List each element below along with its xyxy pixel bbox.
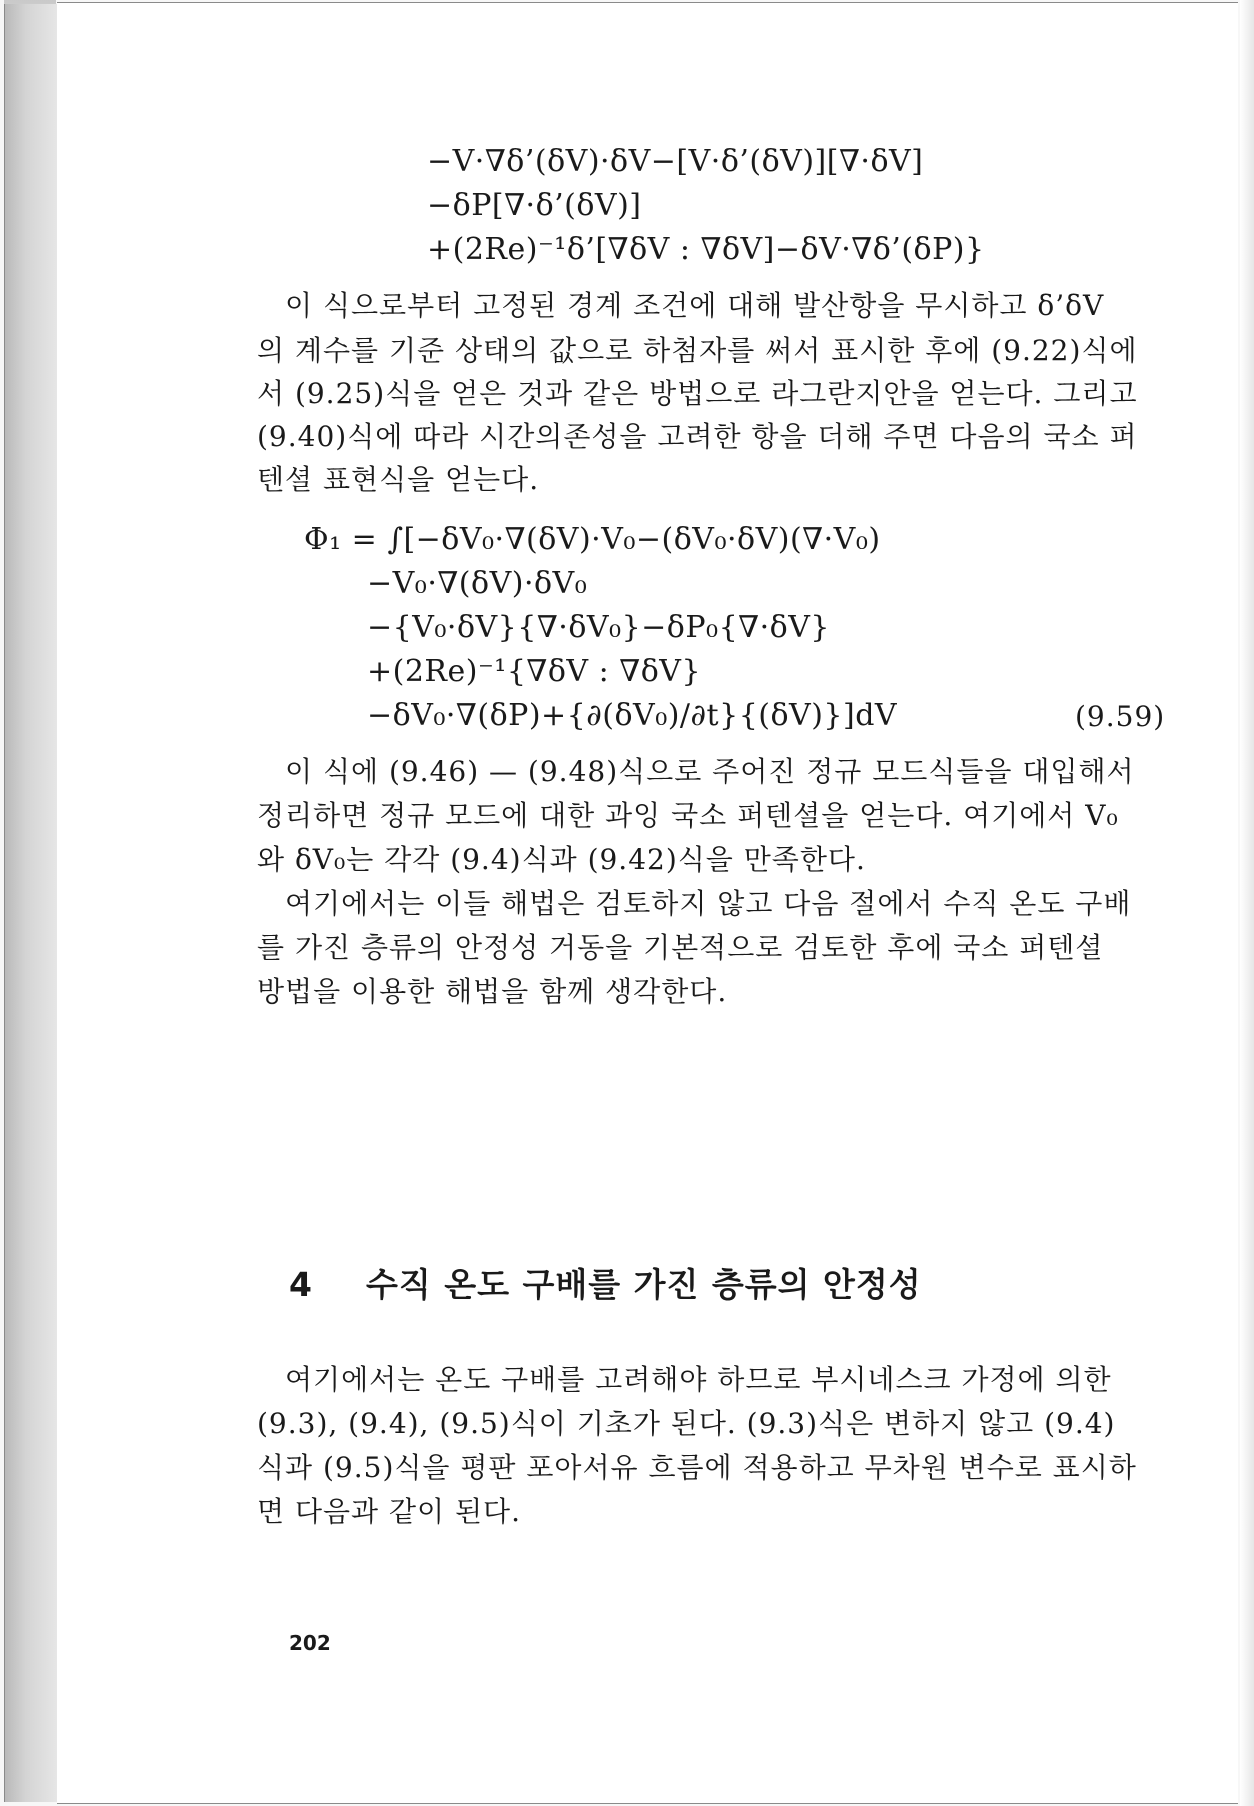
text-line: (9.3), (9.4), (9.5)식이 기초가 된다. (9.3)식은 변하지 않고 (9.4) (257, 1407, 1116, 1440)
text-line: 를 가진 층류의 안정성 거동을 기본적으로 검토한 후에 국소 퍼텐셜 (257, 931, 1104, 964)
text-line: 이 식으로부터 고정된 경계 조건에 대해 발산항을 무시하고 δ’δV (285, 289, 1105, 322)
page-number: 202 (289, 1631, 331, 1655)
text-line: 여기에서는 온도 구배를 고려해야 하므로 부시네스크 가정에 의한 (285, 1363, 1112, 1396)
text-line: (9.40)식에 따라 시간의존성을 고려한 항을 더해 주면 다음의 국소 퍼 (257, 420, 1138, 453)
equation-line: −{V₀·δV}{∇·δV₀}−δP₀{∇·δV} (367, 610, 830, 645)
text-line: 서 (9.25)식을 얻은 것과 같은 방법으로 라그란지안을 얻는다. 그리고 (257, 377, 1138, 410)
text-line: 의 계수를 기준 상태의 값으로 하첨자를 써서 표시한 후에 (9.22)식에 (257, 334, 1138, 367)
equation-line: −δV₀·∇(δP)+{∂(δV₀)/∂t}{(δV)}]dV (367, 698, 898, 733)
text-line: 텐셜 표현식을 얻는다. (257, 463, 540, 496)
equation-line: −V₀·∇(δV)·δV₀ (367, 566, 588, 601)
equation-line: +(2Re)⁻¹{∇δV : ∇δV} (367, 654, 702, 689)
text-line: 정리하면 정규 모드에 대한 과잉 국소 퍼텐셜을 얻는다. 여기에서 V₀ (257, 799, 1119, 832)
text-line: 와 δV₀는 각각 (9.4)식과 (9.42)식을 만족한다. (257, 843, 866, 876)
book-page (57, 2, 1238, 1804)
book-spine (4, 4, 58, 1802)
section-number: 4 (289, 1265, 313, 1304)
equation-line: +(2Re)⁻¹δ’[∇δV : ∇δV]−δV·∇δ’(δP)} (427, 232, 985, 267)
section-heading (289, 1265, 922, 1305)
text-line: 면 다음과 같이 된다. (257, 1495, 521, 1528)
text-line: 여기에서는 이들 해법은 검토하지 않고 다음 절에서 수직 온도 구배 (285, 887, 1132, 920)
equation-number: (9.59) (1075, 700, 1166, 733)
text-line: 식과 (9.5)식을 평판 포아서유 흐름에 적용하고 무차원 변수로 표시하 (257, 1451, 1137, 1484)
equation-line: −V·∇δ’(δV)·δV−[V·δ’(δV)][∇·δV] (427, 144, 924, 179)
equation-line: −δP[∇·δ’(δV)] (427, 188, 642, 223)
page-right-edge (1240, 0, 1254, 1806)
section-title: 수직 온도 구배를 가진 층류의 안정성 (365, 1265, 922, 1304)
equation-line: Φ₁ = ∫[−δV₀·∇(δV)·V₀−(δV₀·δV)(∇·V₀) (304, 522, 881, 557)
text-line: 이 식에 (9.46) — (9.48)식으로 주어진 정규 모드식들을 대입해서 (285, 755, 1135, 788)
text-line: 방법을 이용한 해법을 함께 생각한다. (257, 975, 728, 1008)
